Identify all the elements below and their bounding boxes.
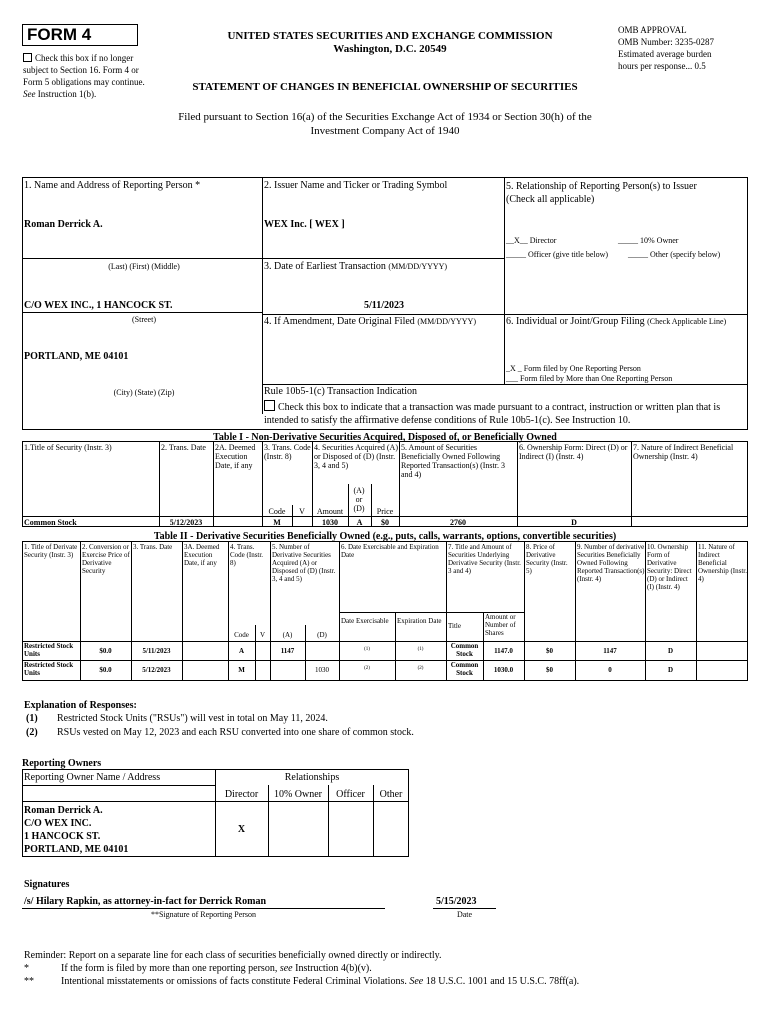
divider xyxy=(262,177,263,414)
t2-row1-code: A xyxy=(238,647,245,655)
t2-h3a: 3A. Deemed Execution Date, if any xyxy=(184,543,220,567)
t1-row-aord: A xyxy=(356,518,363,527)
t1-sub-aord: (A) or (D) xyxy=(353,486,365,513)
reminder: Reminder: Report on a separate line for each class of securities beneficially owned directly or indirectly. xyxy=(24,950,442,961)
no-longer-subject-checkbox-text: Check this box if no longer subject to Section 16. Form 4 or Form 5 obligations may continue. See Instruction 1(b). xyxy=(23,53,145,99)
t1-sub-amount: Amount xyxy=(316,507,344,516)
divider xyxy=(215,801,409,802)
t2-row1-price: $0.0 xyxy=(99,647,112,655)
table2-title: Table II - Derivative Securities Beneficially Owned (e.g., puts, calls, warrants, options, convertible securities) xyxy=(153,531,617,542)
owners-col-director: Director xyxy=(224,789,259,800)
footnote-1-text: Restricted Stock Units ("RSUs") will vest in total on May 11, 2024. xyxy=(57,713,328,724)
t1-sub-price: Price xyxy=(376,507,394,516)
t1-h4: 4. Securities Acquired (A) or Disposed of (D) (Instr. 3, 4 and 5) xyxy=(314,443,398,470)
box5-label: 5. Relationship of Reporting Person(s) to Issuer (Check all applicable) xyxy=(506,181,697,205)
divider xyxy=(262,384,748,385)
t2-row2-fn1: (2) xyxy=(364,666,370,671)
t1-h6: 6. Ownership Form: Direct (D) or Indirect (I) (Instr. 4) xyxy=(519,443,628,461)
divider xyxy=(645,541,646,681)
t2-row2-code: M xyxy=(238,666,245,674)
reporting-owners-title: Reporting Owners xyxy=(22,758,102,769)
footer-star-2: ** xyxy=(24,976,34,987)
t2-sub-exercisable: Date Exercisable xyxy=(341,617,389,625)
t2-row1-date: 5/11/2023 xyxy=(142,647,171,655)
t2-sub-expiration: Expiration Date xyxy=(397,617,442,625)
name-hint: (Last) (First) (Middle) xyxy=(108,262,180,271)
t2-h4: 4. Trans. Code (Instr. 8) xyxy=(230,543,264,567)
t1-sub-v: V xyxy=(299,507,305,516)
t1-h7: 7. Nature of Indirect Beneficial Ownership (Instr. 4) xyxy=(633,443,734,461)
date-label: Date xyxy=(456,910,473,919)
filed-pursuant-2: Investment Company Act of 1940 xyxy=(310,125,460,137)
t2-h1: 1. Title of Derivate Security (Instr. 3) xyxy=(24,543,78,559)
date-line xyxy=(433,908,496,909)
owners-col-rel: Relationships xyxy=(284,772,340,783)
t2-row1-utitle: Common Stock xyxy=(450,642,479,658)
other-option: _____ Other (specify below) xyxy=(628,250,721,259)
earliest-transaction-date: 5/11/2023 xyxy=(363,300,404,311)
t2-h9: 9. Number of derivative Securities Beneficially Owned Following Reported Transaction(s) (Instr. 4) xyxy=(577,543,645,583)
city-hint: (City) (State) (Zip) xyxy=(113,388,175,397)
t1-row-price: $0 xyxy=(381,518,389,527)
officer-option: _____ Officer (give title below) xyxy=(506,250,609,259)
one-person-option: _X _ Form filed by One Reporting Person xyxy=(506,364,641,373)
t2-row2-owned: 0 xyxy=(608,666,612,674)
owners-col-owner: 10% Owner xyxy=(273,789,323,800)
director-option: __X__ Director xyxy=(506,236,557,245)
box4-label: 4. If Amendment, Date Original Filed (MM/DD/YYYY) xyxy=(264,316,476,327)
owner-option: _____ 10% Owner xyxy=(618,236,679,245)
agency-city: Washington, D.C. 20549 xyxy=(333,43,447,55)
t2-sub-v: V xyxy=(259,631,266,639)
divider xyxy=(270,541,271,681)
t2-row1-dprice: $0 xyxy=(546,647,553,655)
divider xyxy=(517,441,518,527)
statement-title: STATEMENT OF CHANGES IN BENEFICIAL OWNERSHIP OF SECURITIES xyxy=(192,81,578,93)
signatures-title: Signatures xyxy=(24,879,70,890)
t2-row2-d: 1030 xyxy=(315,666,329,674)
t2-row2-fn2: (2) xyxy=(417,666,424,671)
t2-row1-owned: 1147 xyxy=(603,647,617,655)
divider xyxy=(631,441,632,527)
divider xyxy=(22,801,215,802)
divider xyxy=(22,785,215,786)
t2-h7: 7. Title and Amount of Securities Underlying Derivative Security (Instr. 3 and 4) xyxy=(448,543,521,575)
t2-h10: 10. Ownership Form of Derivative Security: Direct (D) or Indirect (I) (Instr. 4) xyxy=(647,543,692,591)
rule-10b5-title: Rule 10b5-1(c) Transaction Indication xyxy=(264,386,418,397)
divider xyxy=(213,441,214,527)
divider xyxy=(22,258,504,259)
divider xyxy=(524,541,525,681)
rule-10b5-checkbox[interactable] xyxy=(264,400,275,411)
reporting-person-street: C/O WEX INC., 1 HANCOCK ST. xyxy=(24,300,173,311)
t1-row-title: Common Stock xyxy=(24,518,77,527)
t1-row-owned: 2760 xyxy=(450,518,466,527)
t2-row1-fn2: (1) xyxy=(417,647,424,652)
owners-col-officer: Officer xyxy=(336,789,365,800)
t2-row1-fn1: (1) xyxy=(364,647,370,652)
box1-label: 1. Name and Address of Reporting Person * xyxy=(24,180,201,191)
divider xyxy=(575,541,576,681)
divider xyxy=(22,516,748,517)
t2-sub-a: (A) xyxy=(282,631,293,639)
t2-row2-date: 5/12/2023 xyxy=(142,666,171,674)
t2-row2-uamount: 1030.0 xyxy=(493,666,514,674)
omb-number: OMB Number: 3235-0287 xyxy=(618,37,714,47)
t2-h8: 8. Price of Derivative Security (Instr. 5) xyxy=(526,543,568,575)
t1-h2: 2. Trans. Date xyxy=(161,443,206,452)
t2-sub-d: (D) xyxy=(317,631,327,639)
issuer-name: WEX Inc. [ WEX ] xyxy=(264,219,345,230)
t1-sub-code: Code xyxy=(268,507,286,516)
box2-label: 2. Issuer Name and Ticker or Trading Symbol xyxy=(264,180,448,191)
t2-row2-price: $0.0 xyxy=(99,666,112,674)
footer-note-2: Intentional misstatements or omissions of facts constitute Federal Criminal Violations. See 18 U.S.C. 1001 and 15 U.S.C. 78ff(a). xyxy=(61,976,580,987)
t1-row-amount: 1030 xyxy=(322,518,338,527)
divider xyxy=(696,541,697,681)
t2-sub-code: Code xyxy=(234,631,249,639)
street-hint: (Street) xyxy=(132,315,156,324)
divider xyxy=(504,177,505,314)
divider xyxy=(228,541,229,681)
omb-hours: hours per response... 0.5 xyxy=(618,61,706,71)
footnote-2-text: RSUs vested on May 12, 2023 and each RSU converted into one share of common stock. xyxy=(57,727,414,738)
footer-star-1: * xyxy=(24,963,29,974)
signer: /s/ Hilary Rapkin, as attorney-in-fact for Derrick Roman xyxy=(24,896,267,907)
t1-h1: 1.Title of Security (Instr. 3) xyxy=(24,443,112,452)
footnote-2-num: (2) xyxy=(26,727,38,738)
reporting-person-city: PORTLAND, ME 04101 xyxy=(24,351,129,362)
t2-h5: 5. Number of Derivative Securities Acquired (A) or Disposed of (D) (Instr. 3, 4 and 5) xyxy=(272,543,336,583)
no-longer-subject-checkbox[interactable] xyxy=(23,53,32,62)
t2-h11: 11. Nature of Indirect Beneficial Ownership (Instr. 4) xyxy=(698,543,747,583)
t2-sub-amount: Amount or Number of Shares xyxy=(485,613,516,637)
owner-address: Roman Derrick A. C/O WEX INC. 1 HANCOCK ST. PORTLAND, ME 04101 xyxy=(24,805,129,855)
reporting-person-name: Roman Derrick A. xyxy=(24,219,103,230)
t1-row-date: 5/12/2023 xyxy=(169,518,203,527)
box6-label: 6. Individual or Joint/Group Filing (Check Applicable Line) xyxy=(506,316,727,327)
divider xyxy=(159,441,160,527)
divider xyxy=(339,541,340,681)
divider xyxy=(22,312,262,313)
divider xyxy=(80,541,81,681)
t1-h3: 3. Trans. Code (Instr. 8) xyxy=(264,443,311,461)
t1-row-code: M xyxy=(273,518,281,527)
t2-row1-a: 1147 xyxy=(280,647,295,655)
explanation-title: Explanation of Responses: xyxy=(24,700,137,711)
divider xyxy=(504,314,505,384)
divider xyxy=(262,314,748,315)
table1-title: Table I - Non-Derivative Securities Acquired, Disposed of, or Beneficially Owned xyxy=(213,432,557,443)
divider xyxy=(446,541,447,681)
t2-row1-form: D xyxy=(667,647,674,655)
omb-box xyxy=(618,24,758,72)
filed-pursuant-1: Filed pursuant to Section 16(a) of the Securities Exchange Act of 1934 or Section 30(h) of the xyxy=(178,111,592,123)
t2-h3: 3. Trans. Date xyxy=(133,543,173,551)
t2-row2-dprice: $0 xyxy=(546,666,553,674)
t2-row2-form: D xyxy=(667,666,674,674)
signature-date: 5/15/2023 xyxy=(436,896,477,907)
t2-h2: 2. Conversion or Exercise Price of Derivative Security xyxy=(82,543,130,575)
divider xyxy=(131,541,132,681)
owners-col-name: Reporting Owner Name / Address xyxy=(24,772,161,783)
t2-h6: 6. Date Exercisable and Expiration Date xyxy=(341,543,439,559)
omb-approval: OMB APPROVAL xyxy=(618,25,687,35)
t1-h2a: 2A. Deemed Execution Date, if any xyxy=(215,443,256,470)
rule-10b5-text: Check this box to indicate that a transaction was made pursuant to a contract, instruction or written plan that is intended to satisfy the affirmative defense conditions of Rule 10b5-1(c). See Instruction 10. xyxy=(264,402,721,426)
t1-h5: 5. Amount of Securities Beneficially Owned Following Reported Transaction(s) (Instr. 3 and 4) xyxy=(401,443,505,479)
t2-row1-uamount: 1147.0 xyxy=(494,647,513,655)
signature-label: **Signature of Reporting Person xyxy=(150,910,257,919)
footer-note-1: If the form is filed by more than one reporting person, see Instruction 4(b)(v). xyxy=(61,963,372,974)
owners-col-other: Other xyxy=(379,789,403,800)
t2-row1-title: Restricted Stock Units xyxy=(24,642,74,658)
form-title: FORM 4 xyxy=(27,25,92,44)
multi-person-option: ___ Form filed by More than One Reporting Person xyxy=(506,374,673,383)
t2-row2-title: Restricted Stock Units xyxy=(24,661,74,677)
t2-row2-utitle: Common Stock xyxy=(450,661,479,677)
box3-label: 3. Date of Earliest Transaction (MM/DD/YYYY) xyxy=(264,261,448,272)
signature-line xyxy=(22,908,385,909)
footnote-1-num: (1) xyxy=(26,713,38,724)
agency-name: UNITED STATES SECURITIES AND EXCHANGE COMMISSION xyxy=(227,30,553,42)
omb-burden: Estimated average burden xyxy=(618,49,712,59)
divider xyxy=(182,541,183,681)
t2-sub-title: Title xyxy=(448,622,461,630)
owner-director-mark: X xyxy=(237,824,246,835)
t1-row-form: D xyxy=(571,518,577,527)
